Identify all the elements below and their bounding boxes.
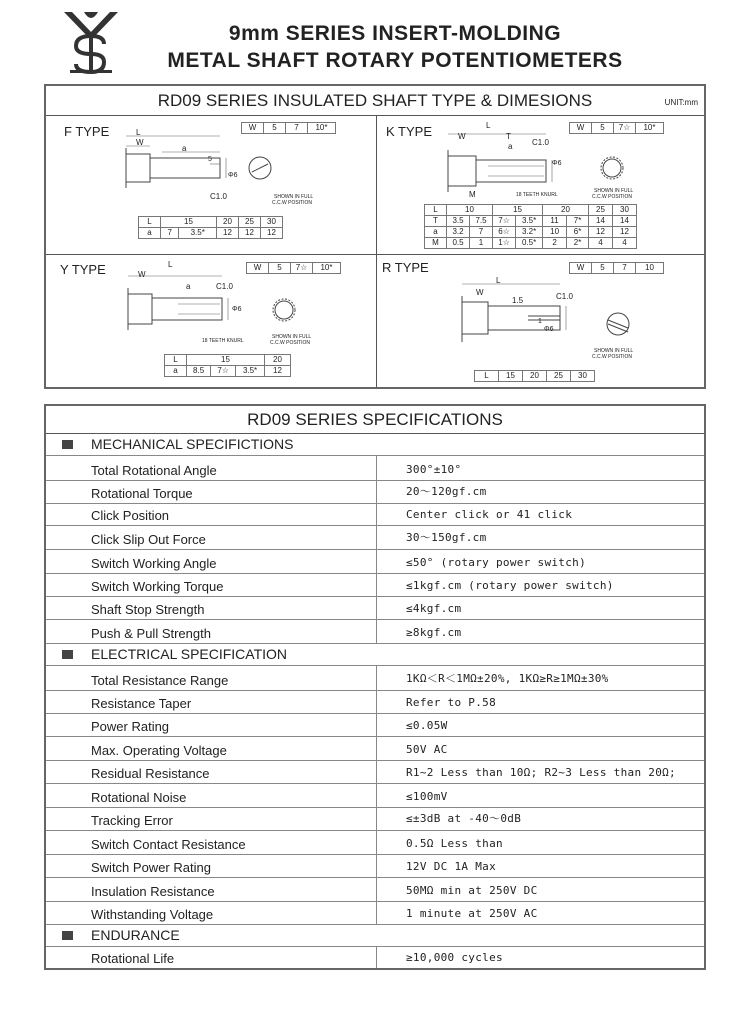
table-cell: a [425,227,447,238]
spec-label: Switch Contact Resistance [91,837,246,852]
note-text: SHOWN IN FULL [272,334,312,340]
note-text: SHOWN IN FULL [594,188,634,194]
spec-value: ≤4kgf.cm [406,602,462,615]
table-cell: 10* [636,123,664,134]
spec-value: 30～150gf.cm [406,531,487,544]
table-cell: 4 [613,238,637,249]
spec-row [46,666,704,691]
table-cell: 12 [613,227,637,238]
dim-label: W [138,270,146,279]
table-cell: 7 [286,123,308,134]
table-cell: 7☆ [493,216,516,227]
spec-label: Switch Power Rating [91,860,211,875]
chamfer-note: C1.0 [216,282,233,291]
table-cell: 25 [547,371,571,382]
spec-label: Power Rating [91,719,170,734]
knurl-note: 18 TEETH KNURL [516,192,558,198]
section-heading: ENDURANCE [91,927,180,943]
dim-label: Φ6 [544,326,554,333]
panel-divider-vertical [376,116,377,387]
spec-label: Max. Operating Voltage [91,743,227,758]
section-endurance [46,925,704,947]
table-cell: 20 [265,355,291,366]
table-cell: 7.5 [470,216,493,227]
dim-label: W [458,132,466,141]
table-cell: 3.5* [236,366,265,377]
dim-label: a [508,142,513,151]
dim-label: a [186,282,191,291]
table-cell: 12 [589,227,613,238]
table-cell: 2* [567,238,589,249]
table-cell: 20 [523,371,547,382]
spec-value: 20～120gf.cm [406,485,487,498]
spec-row [46,737,704,761]
table-cell: 7 [470,227,493,238]
table-cell: 6* [567,227,589,238]
table-cell: 8.5 [187,366,211,377]
spec-row [46,597,704,620]
section-mechanical [46,434,704,456]
knurl-note: 18 TEETH KNURL [202,338,244,344]
table-cell: 1☆ [493,238,516,249]
table-cell: L [165,355,187,366]
square-bullet-icon [62,931,73,940]
table-cell: 1 [470,238,493,249]
table-cell: 7* [567,216,589,227]
table-cell: 4 [589,238,613,249]
table-cell: 11 [543,216,567,227]
table-cell: 20 [543,205,589,216]
spec-label: Resistance Taper [91,696,192,711]
spec-value: ≤50° (rotary power switch) [406,556,586,569]
table-cell: W [242,123,264,134]
spec-row [46,808,704,831]
spec-value: ≤0.05W [406,719,448,732]
dim-label: L [168,260,173,269]
table-cell: 3.5 [447,216,470,227]
spec-row [46,504,704,526]
table-cell: 5 [264,123,286,134]
table-cell: 10* [313,263,341,274]
spec-label: Switch Working Torque [91,579,224,594]
k-type-label: K TYPE [386,124,433,139]
dim-label: Φ6 [232,306,242,313]
table-cell: 25 [239,217,261,228]
note-text: C.C.W POSITION [592,354,632,360]
chamfer-note: C1.0 [556,292,573,301]
note-text: SHOWN IN FULL [274,194,314,200]
table-cell: 3.5* [516,216,543,227]
spec-label: Rotational Life [91,951,175,966]
page-title-line1: 9mm SERIES INSERT-MOLDING [228,22,562,45]
spec-row [46,947,704,968]
chamfer-note: C1.0 [210,192,227,201]
table-cell: 10* [308,123,336,134]
r-type-w-table [569,262,664,274]
spec-value: 50MΩ min at 250V DC [406,884,538,897]
spec-row [46,902,704,925]
dim-label: W [476,288,484,297]
table-cell: 5 [592,263,614,274]
table-cell: 20 [217,217,239,228]
section-heading: MECHANICAL SPECIFICTIONS [91,436,294,452]
panel-divider-horizontal [46,254,704,255]
table-cell: 14 [613,216,637,227]
f-type-label: F TYPE [64,124,110,139]
page-header [0,0,750,80]
table-cell: 14 [589,216,613,227]
table-cell: 0.5* [516,238,543,249]
spec-label: Rotational Noise [91,790,187,805]
spec-value: 1KΩ＜R＜1MΩ±20%, 1KΩ≥R≥1MΩ±30% [406,672,609,685]
y-type-label: Y TYPE [60,262,106,277]
dimensions-title: RD09 SERIES INSULATED SHAFT TYPE & DIMESIONS [46,86,704,116]
dim-label: a [182,144,187,153]
dim-label: M [469,190,476,199]
table-cell: L [475,371,499,382]
spec-value: 50V AC [406,743,448,756]
dim-label: 5 [208,156,212,163]
spec-row [46,481,704,504]
table-cell: 12 [261,228,283,239]
dim-label: Φ6 [228,172,238,179]
k-type-dim-table [424,204,637,249]
table-cell: L [139,217,161,228]
table-cell: W [570,263,592,274]
dim-label: L [486,121,491,130]
spec-label: Total Resistance Range [91,673,229,688]
r-type-dim-table [474,370,595,382]
table-cell: 10 [543,227,567,238]
table-cell: 7 [161,228,179,239]
spec-value: ≤1kgf.cm (rotary power switch) [406,579,614,592]
spec-value: ≤100mV [406,790,448,803]
spec-row [46,855,704,878]
spec-label: Tracking Error [91,813,173,828]
spec-row [46,620,704,644]
table-cell: 7☆ [291,263,313,274]
spec-row [46,831,704,855]
note-text: C.C.W POSITION [272,200,312,206]
table-cell: 2 [543,238,567,249]
y-type-dim-table [164,354,291,377]
table-cell: 7☆ [614,123,636,134]
table-cell: 10 [447,205,493,216]
spec-value: ≥8kgf.cm [406,626,462,639]
spec-value: 12V DC 1A Max [406,860,496,873]
table-cell: 15 [499,371,523,382]
square-bullet-icon [62,440,73,449]
table-cell: 10 [636,263,664,274]
table-cell: 7 [614,263,636,274]
table-cell: a [139,228,161,239]
specifications-title: RD09 SERIES SPECIFICATIONS [46,406,704,434]
table-cell: 12 [265,366,291,377]
dimensions-panel [44,84,706,389]
dim-label: W [136,138,144,147]
note-text: C.C.W POSITION [592,194,632,200]
table-cell: 5 [269,263,291,274]
table-cell: L [425,205,447,216]
note-text: SHOWN IN FULL [594,348,634,354]
table-cell: 5 [592,123,614,134]
r-type-label: R TYPE [382,260,429,275]
spec-value: Center click or 41 click [406,508,573,521]
table-cell: 0.5 [447,238,470,249]
dim-label: T [506,132,511,141]
spec-row [46,526,704,550]
page-title-line2: METAL SHAFT ROTARY POTENTIOMETERS [167,49,623,72]
spec-value: Refer to P.58 [406,696,496,709]
spec-row [46,691,704,714]
dim-label: 1.5 [512,296,524,305]
f-type-shaft-drawing [122,128,292,208]
spec-row [46,761,704,784]
note-text: C.C.W POSITION [270,340,310,346]
table-cell: 30 [613,205,637,216]
f-type-dim-table [138,216,283,239]
spec-row [46,878,704,902]
table-cell: 15 [493,205,543,216]
spec-label: Shaft Stop Strength [91,602,205,617]
spec-row [46,456,704,481]
table-cell: 30 [261,217,283,228]
spec-row [46,784,704,808]
spec-label: Residual Resistance [91,766,210,781]
table-cell: 15 [161,217,217,228]
spec-value: 1 minute at 250V AC [406,907,538,920]
section-heading: ELECTRICAL SPECIFICATION [91,646,288,662]
spec-value: ≤±3dB at -40～0dB [406,812,522,825]
spec-label: Click Slip Out Force [91,532,206,547]
dim-label: L [136,128,141,137]
dim-label: 1 [538,318,542,325]
spec-value: R1~2 Less than 10Ω; R2~3 Less than 20Ω; [406,766,676,779]
spec-label: Withstanding Voltage [91,907,214,922]
dim-label: L [496,276,501,285]
table-cell: 3.5* [179,228,217,239]
table-cell: M [425,238,447,249]
dim-label: Φ6 [552,160,562,167]
spec-row [46,550,704,574]
spec-label: Click Position [91,508,170,523]
table-cell: 7☆ [211,366,236,377]
spec-row [46,714,704,737]
table-cell: 6☆ [493,227,516,238]
specifications-panel [44,404,706,970]
spec-value: 300°±10° [406,463,462,476]
table-cell: 3.2 [447,227,470,238]
table-cell: W [247,263,269,274]
table-cell: 25 [589,205,613,216]
table-cell: 12 [239,228,261,239]
spec-value: 0.5Ω Less than [406,837,503,850]
spec-label: Switch Working Angle [91,556,217,571]
unit-label: UNIT:mm [664,98,698,107]
spec-label: Push & Pull Strength [91,626,211,641]
section-electrical [46,644,704,666]
chamfer-note: C1.0 [532,138,549,147]
table-cell: a [165,366,187,377]
square-bullet-icon [62,650,73,659]
table-cell: 15 [187,355,265,366]
spec-row [46,574,704,597]
table-cell: 3.2* [516,227,543,238]
table-cell: T [425,216,447,227]
spec-label: Total Rotational Angle [91,463,217,478]
table-cell: 12 [217,228,239,239]
spec-value: ≥10,000 cycles [406,951,503,964]
spec-label: Insulation Resistance [91,884,215,899]
table-cell: 30 [571,371,595,382]
table-cell: W [570,123,592,134]
spec-label: Rotational Torque [91,486,193,501]
